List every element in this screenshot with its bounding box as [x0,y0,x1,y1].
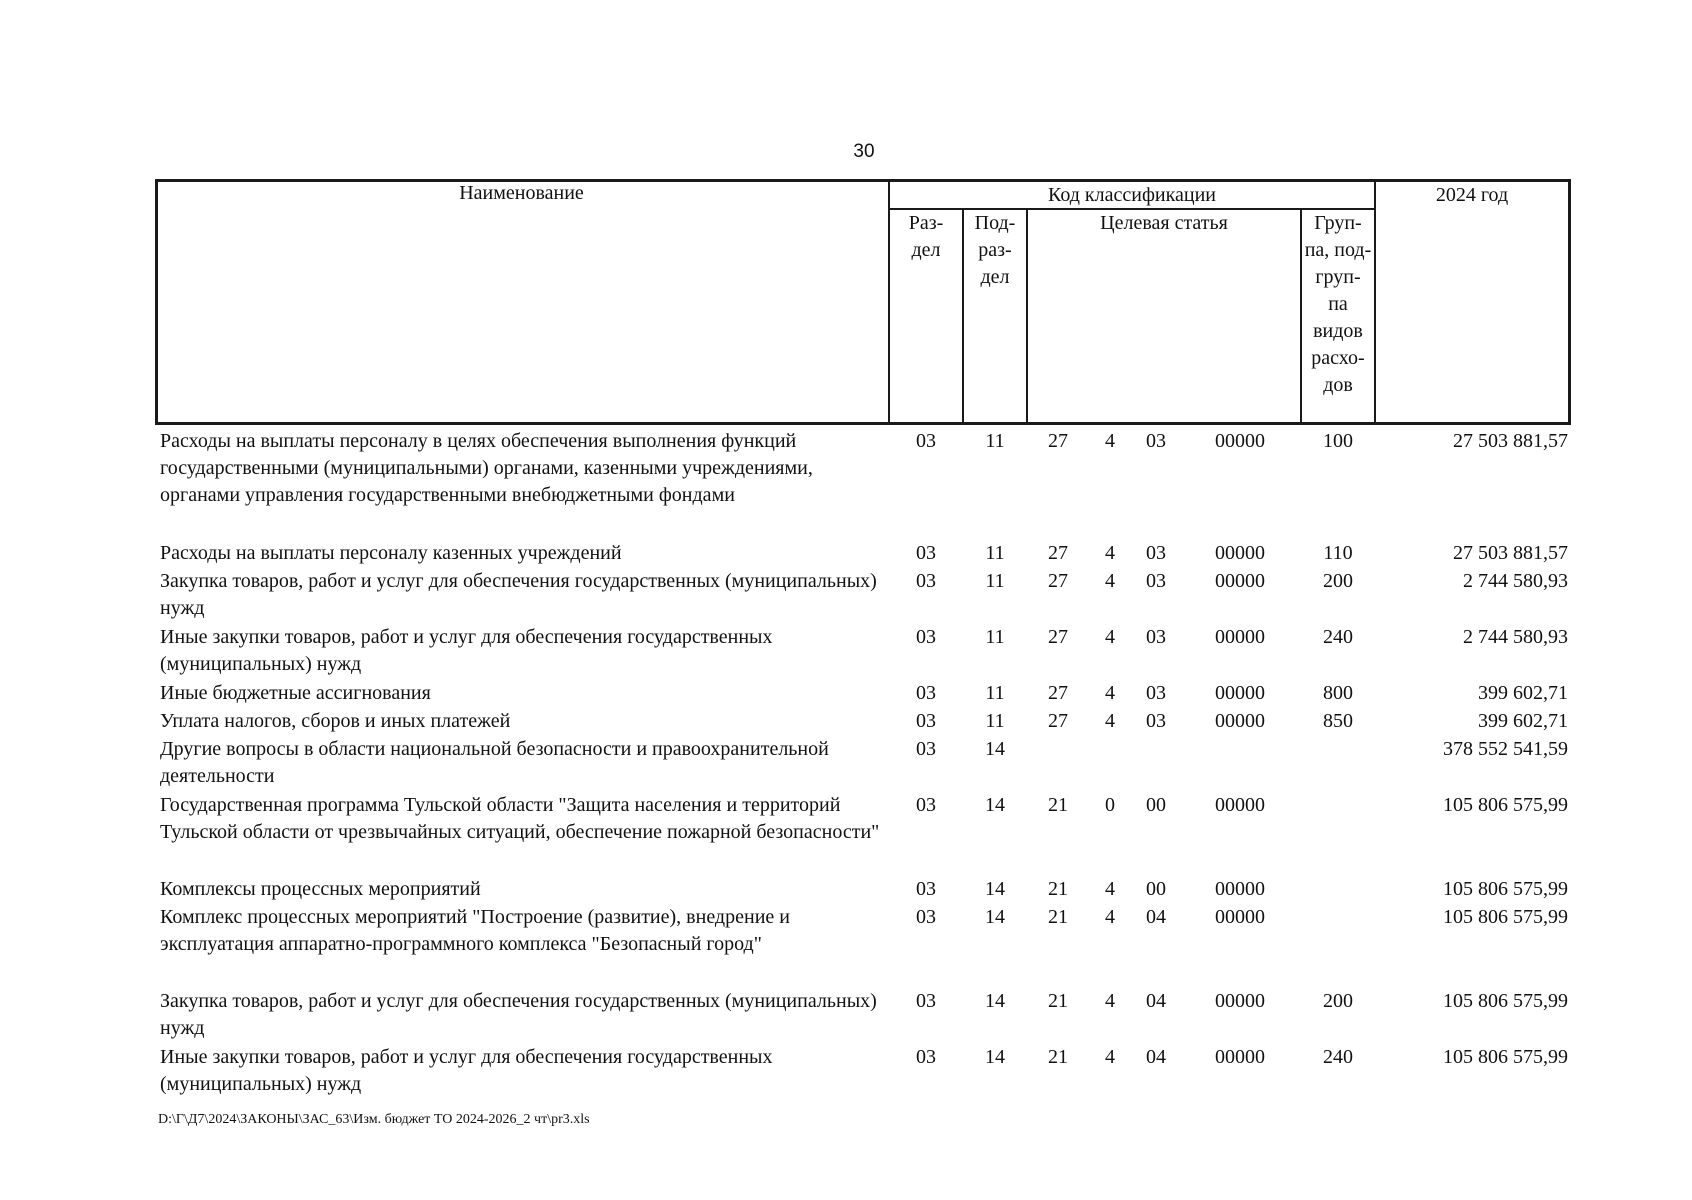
row-vr: 200 [1323,570,1353,592]
row-cs2: 4 [1105,430,1115,452]
row-cs4: 00000 [1215,794,1265,816]
row-cs3: 00 [1146,878,1166,900]
row-razdel: 03 [916,626,936,648]
header-target-article: Целевая статья [1100,212,1228,234]
header-expense-group-line: дов [1323,374,1353,396]
row-podrazdel: 14 [985,794,1005,816]
row-amount: 105 806 575,99 [1443,794,1568,816]
row-cs1: 27 [1048,626,1068,648]
row-podrazdel: 14 [985,906,1005,928]
row-amount: 105 806 575,99 [1443,990,1568,1012]
row-amount: 105 806 575,99 [1443,1046,1568,1068]
row-cs4: 00000 [1215,542,1265,564]
header-expense-group-line: Груп- [1314,212,1362,234]
header-expense-group-line: груп- [1315,266,1361,288]
row-podrazdel: 14 [985,738,1005,760]
row-cs4: 00000 [1215,710,1265,732]
row-name: Расходы на выплаты персоналу в целях обеспечения выполнения функций государственными (муниципальными) органами, казенными учреждениями, органами управления государственными внебюджетными фондами [160,430,813,506]
row-cs2: 4 [1105,1046,1115,1068]
header-name: Наименование [459,182,584,204]
row-name: Иные закупки товаров, работ и услуг для обеспечения государственных (муниципальных) нужд [160,626,773,675]
row-amount: 2 744 580,93 [1463,626,1568,648]
row-cs1: 21 [1048,794,1068,816]
row-cs2: 0 [1105,794,1115,816]
row-razdel: 03 [916,906,936,928]
header-year: 2024 год [1435,184,1509,206]
header-section-line: дел [911,239,941,261]
row-vr: 100 [1323,430,1353,452]
header-section-line: Раз- [908,212,944,234]
header-expense-group-line: расхо- [1311,347,1365,369]
row-amount: 27 503 881,57 [1453,430,1568,452]
row-cs2: 4 [1105,906,1115,928]
row-razdel: 03 [916,878,936,900]
row-cs2: 4 [1105,710,1115,732]
row-cs2: 4 [1105,682,1115,704]
row-podrazdel: 11 [985,710,1005,732]
row-cs3: 03 [1146,682,1166,704]
row-cs3: 04 [1146,1046,1166,1068]
row-cs4: 00000 [1215,570,1265,592]
row-cs3: 03 [1146,570,1166,592]
row-cs1: 21 [1048,1046,1068,1068]
row-vr: 240 [1323,1046,1353,1068]
row-podrazdel: 11 [985,430,1005,452]
row-amount: 378 552 541,59 [1443,738,1568,760]
row-cs3: 03 [1146,626,1166,648]
row-amount: 105 806 575,99 [1443,878,1568,900]
row-cs4: 00000 [1215,906,1265,928]
row-amount: 27 503 881,57 [1453,542,1568,564]
row-cs1: 27 [1048,542,1068,564]
row-razdel: 03 [916,710,936,732]
row-razdel: 03 [916,542,936,564]
header-code-group: Код классификации [1047,184,1217,206]
file-path-footer: D:\Г\Д7\2024\ЗАКОНЫ\ЗАС_63\Изм. бюджет ТО 2024-2026_2 чт\pr3.xls [158,1112,590,1127]
row-razdel: 03 [916,682,936,704]
page-number: 30 [853,141,875,162]
row-razdel: 03 [916,1046,936,1068]
row-vr: 110 [1323,542,1353,564]
row-vr: 200 [1323,990,1353,1012]
row-amount: 399 602,71 [1478,710,1568,732]
row-cs2: 4 [1105,570,1115,592]
row-name: Иные закупки товаров, работ и услуг для обеспечения государственных (муниципальных) нужд [160,1046,773,1095]
row-name: Комплекс процессных мероприятий "Построение (развитие), внедрение и эксплуатация аппаратно-программного комплекса "Безопасный город" [160,906,790,955]
row-cs1: 27 [1048,682,1068,704]
row-razdel: 03 [916,570,936,592]
row-cs2: 4 [1105,990,1115,1012]
row-cs2: 4 [1105,878,1115,900]
row-razdel: 03 [916,738,936,760]
row-cs4: 00000 [1215,990,1265,1012]
row-cs3: 03 [1146,542,1166,564]
row-name: Уплата налогов, сборов и иных платежей [160,710,511,732]
header-expense-group-line: па, под- [1304,239,1372,261]
row-cs3: 03 [1146,710,1166,732]
header-subsection-line: Под- [974,212,1016,234]
row-cs3: 03 [1146,430,1166,452]
row-name: Закупка товаров, работ и услуг для обеспечения государственных (муниципальных) нужд [160,990,877,1039]
row-podrazdel: 14 [985,1046,1005,1068]
row-podrazdel: 11 [985,542,1005,564]
row-cs3: 04 [1146,990,1166,1012]
row-vr: 850 [1323,710,1353,732]
row-razdel: 03 [916,990,936,1012]
row-cs2: 4 [1105,542,1115,564]
row-vr: 240 [1323,626,1353,648]
row-name: Расходы на выплаты персоналу казенных учреждений [160,542,622,564]
row-amount: 2 744 580,93 [1463,570,1568,592]
row-razdel: 03 [916,430,936,452]
row-cs4: 00000 [1215,682,1265,704]
row-cs4: 00000 [1215,1046,1265,1068]
row-cs4: 00000 [1215,626,1265,648]
row-cs3: 00 [1146,794,1166,816]
row-podrazdel: 11 [985,570,1005,592]
row-name: Другие вопросы в области национальной безопасности и правоохранительной деятельности [160,738,829,787]
row-cs1: 27 [1048,430,1068,452]
row-podrazdel: 14 [985,878,1005,900]
row-razdel: 03 [916,794,936,816]
row-vr: 800 [1323,682,1353,704]
header-expense-group-line: па [1328,293,1348,315]
row-cs1: 21 [1048,906,1068,928]
row-name: Государственная программа Тульской области "Защита населения и территорий Тульской области от чрезвычайных ситуаций, обеспечение пожарной безопасности" [160,794,880,843]
row-cs4: 00000 [1215,430,1265,452]
row-amount: 399 602,71 [1478,682,1568,704]
row-cs1: 27 [1048,570,1068,592]
row-amount: 105 806 575,99 [1443,906,1568,928]
row-cs1: 21 [1048,990,1068,1012]
row-podrazdel: 11 [985,626,1005,648]
row-cs4: 00000 [1215,878,1265,900]
row-name: Иные бюджетные ассигнования [160,682,431,704]
row-name: Комплексы процессных мероприятий [160,878,481,900]
row-cs1: 21 [1048,878,1068,900]
header-subsection-line: раз- [978,239,1012,261]
row-podrazdel: 14 [985,990,1005,1012]
row-cs1: 27 [1048,710,1068,732]
row-podrazdel: 11 [985,682,1005,704]
row-cs3: 04 [1146,906,1166,928]
header-subsection-line: дел [980,266,1010,288]
row-name: Закупка товаров, работ и услуг для обеспечения государственных (муниципальных) нужд [160,570,877,619]
header-expense-group-line: видов [1313,320,1363,342]
row-cs2: 4 [1105,626,1115,648]
